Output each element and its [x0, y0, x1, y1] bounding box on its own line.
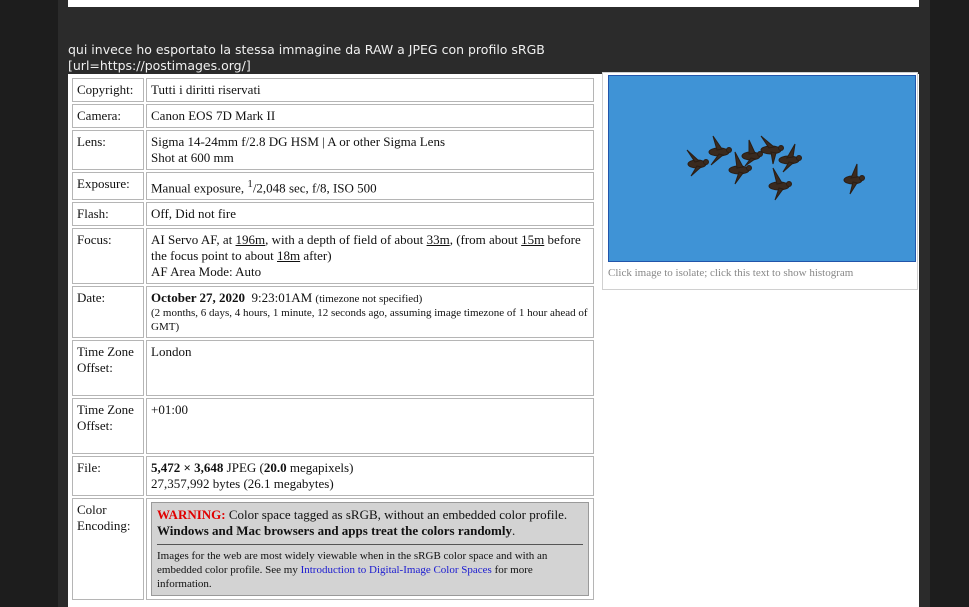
- color-encoding-label: Color Encoding:: [72, 498, 144, 600]
- table-row: [72, 286, 594, 338]
- megapixels: 20.0: [263, 460, 287, 476]
- duck-icon: [769, 168, 792, 200]
- table-row: [72, 498, 594, 600]
- focus-text: before the focus point to about: [151, 232, 581, 264]
- far-distance: 18m: [277, 248, 301, 264]
- megapixels-suffix: megapixels): [286, 460, 354, 476]
- shutter-denominator: /2,048: [252, 180, 286, 196]
- duck-icon: [687, 150, 709, 176]
- focus-text: AI Servo AF, at: [151, 232, 236, 248]
- depth-of-field: 33m: [426, 232, 450, 248]
- warning-emphasis: Windows and Mac browsers and apps treat the colors randomly: [157, 523, 512, 539]
- post-line-1: qui invece ho esportato la stessa immagine da RAW a JPEG con profilo sRGB: [68, 42, 545, 57]
- table-row: [72, 228, 594, 284]
- tz-offset-value: +01:00: [146, 398, 594, 454]
- exposure-label: Exposure:: [72, 172, 144, 200]
- table-row: [72, 456, 594, 496]
- file-dimensions: 5,472 × 3,648: [151, 460, 224, 476]
- near-distance: 15m: [521, 232, 545, 248]
- divider: [157, 544, 583, 545]
- focus-text: , with a depth of field of about: [265, 232, 427, 248]
- file-label: File:: [72, 456, 144, 496]
- warning-end: .: [512, 523, 516, 539]
- table-row: [72, 202, 594, 226]
- post-body: [68, 42, 545, 74]
- flash-label: Flash:: [72, 202, 144, 226]
- lens-label: Lens:: [72, 130, 144, 170]
- camera-value: Canon EOS 7D Mark II: [146, 104, 594, 128]
- focus-distances: [151, 232, 589, 264]
- histogram-toggle[interactable]: Click image to isolate; click this text to show histogram: [608, 267, 854, 279]
- file-type: JPEG (: [223, 460, 264, 476]
- table-row: [72, 398, 594, 454]
- tz-offset-value: London: [146, 340, 594, 396]
- exif-viewer: [68, 74, 919, 607]
- date-ago: (2 months, 6 days, 4 hours, 1 minute, 12 seconds ago, assuming image timezone of 1 hour ahead of GMT): [151, 307, 588, 334]
- focus-label: Focus:: [72, 228, 144, 284]
- date-text: October 27, 2020: [151, 290, 245, 306]
- table-row: [72, 172, 594, 200]
- focus-text: after): [300, 248, 332, 264]
- date-label: Date:: [72, 286, 144, 338]
- date-value: [146, 286, 594, 338]
- time-text: 9:23:01AM: [245, 290, 313, 306]
- focus-distance: 196m: [235, 232, 266, 248]
- exposure-rest: sec, f/8, ISO 500: [285, 180, 377, 196]
- tz-offset-label: Time Zone Offset:: [72, 340, 144, 396]
- exposure-value: [146, 172, 594, 200]
- exposure-mode: Manual exposure,: [151, 180, 248, 196]
- photo-thumbnail[interactable]: [608, 75, 916, 262]
- flash-value: Off, Did not fire: [146, 202, 594, 226]
- table-row: [72, 130, 594, 170]
- color-spaces-link[interactable]: Introduction to Digital-Image Color Spaces: [300, 564, 492, 577]
- camera-label: Camera:: [72, 104, 144, 128]
- copyright-value: Tutti i diritti riservati: [146, 78, 594, 102]
- file-value: [146, 456, 594, 496]
- timezone-note: (timezone not specified): [315, 293, 423, 306]
- warning-text: Color space tagged as sRGB, without an embedded color profile.: [225, 507, 568, 523]
- table-row: [72, 78, 594, 102]
- focus-text: , (from about: [449, 232, 522, 248]
- file-bytes: 27,357,992 bytes (26.1 megabytes): [151, 476, 334, 492]
- warning-label: WARNING:: [157, 507, 226, 523]
- shutter-numerator: 1: [247, 178, 253, 190]
- note-text: for more information.: [157, 564, 533, 591]
- image-preview-box: [602, 72, 918, 290]
- color-warning-box: [151, 502, 589, 596]
- note-text: Images for the web are most widely viewable when in the sRGB color space and with an embedded color profile. See my: [157, 550, 548, 577]
- focus-value: [146, 228, 594, 284]
- birds-in-flight-image: [609, 76, 915, 261]
- af-area-mode: AF Area Mode: Auto: [151, 264, 262, 280]
- duck-icon: [709, 136, 732, 165]
- table-row: [72, 340, 594, 396]
- lens-model: Sigma 14-24mm f/2.8 DG HSM | A or other Sigma Lens: [151, 134, 446, 149]
- duck-icon: [844, 164, 865, 194]
- duck-icon: [742, 140, 763, 166]
- lens-value: [146, 130, 594, 170]
- color-encoding-value: [146, 498, 594, 600]
- exif-table: [70, 76, 596, 602]
- color-note: [157, 549, 583, 591]
- table-row: [72, 104, 594, 128]
- copyright-label: Copyright:: [72, 78, 144, 102]
- tz-offset-label: Time Zone Offset:: [72, 398, 144, 454]
- focal-length: Shot at 600 mm: [151, 150, 234, 165]
- previous-content-strip: [68, 0, 919, 7]
- post-line-2: [url=https://postimages.org/]: [68, 58, 251, 73]
